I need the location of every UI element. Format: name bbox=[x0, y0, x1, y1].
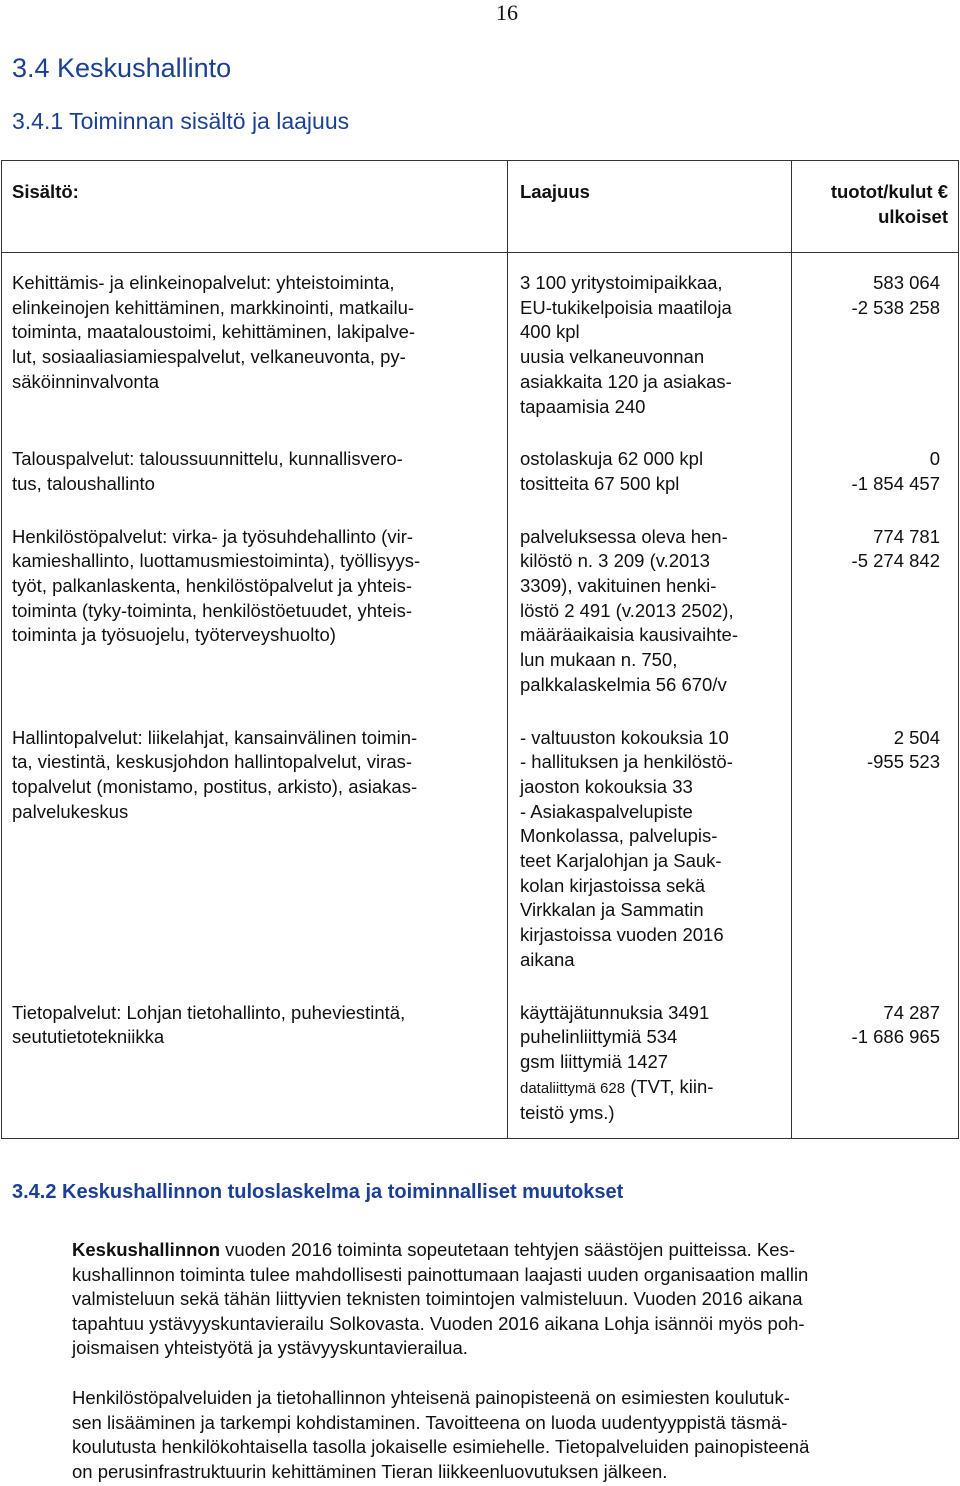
header-scope: Laajuus bbox=[508, 161, 792, 253]
content-cell bbox=[2, 985, 508, 1139]
scope-line: asiakkaita 120 ja asiakas- bbox=[520, 370, 732, 392]
header-content: Sisältö: bbox=[2, 161, 508, 253]
content-line: säköinninvalvonta bbox=[12, 370, 160, 392]
subsection2-title: 3.4.2 Keskushallinnon tuloslaskelma ja toiminnalliset muutokset bbox=[12, 1181, 624, 1203]
header-income-expense-line2: ulkoiset bbox=[878, 205, 948, 227]
scope-line: Monkolassa, palvelupis- bbox=[520, 825, 718, 847]
content-line: ta, viestintä, keskusjohdon hallintopalvelut, viras- bbox=[12, 751, 413, 773]
amount-cell bbox=[792, 710, 959, 985]
amount-cell bbox=[792, 509, 959, 710]
scope-cell bbox=[508, 710, 792, 985]
amount-cell bbox=[792, 985, 959, 1139]
scope-cell bbox=[508, 985, 792, 1139]
content-line: toiminta, maataloustoimi, kehittäminen, lakipalve- bbox=[12, 321, 416, 343]
scope-line: kirjastoissa vuoden 2016 bbox=[520, 924, 724, 946]
content-line: topalvelut (monistamo, postitus, arkisto), asiakas- bbox=[12, 775, 418, 797]
content-line: Tietopalvelut: Lohjan tietohallinto, puheviestintä, bbox=[12, 1001, 406, 1023]
content-line: lut, sosiaaliasiamiespalvelut, velkaneuvonta, py- bbox=[12, 346, 406, 368]
scope-line: uusia velkaneuvonnan bbox=[520, 346, 705, 368]
paragraph-1-line: joismaisen yhteistyötä ja ystävyyskuntavierailua. bbox=[72, 1337, 468, 1358]
header-income-expense bbox=[792, 161, 959, 253]
scope-line: käyttäjätunnuksia 3491 bbox=[520, 1001, 710, 1023]
content-cell bbox=[2, 253, 508, 432]
income-value: 774 781 bbox=[873, 525, 940, 547]
scope-line: gsm liittymiä 1427 bbox=[520, 1050, 669, 1072]
scope-line: 3309), vakituinen henki- bbox=[520, 575, 717, 597]
table-row bbox=[2, 985, 959, 1139]
scope-line: aikana bbox=[520, 948, 575, 970]
paragraph-2-line: Henkilöstöpalveluiden ja tietohallinnon yhteisenä painopisteenä on esimiesten koulutuk- bbox=[72, 1387, 790, 1408]
scope-line: kolan kirjastoissa sekä bbox=[520, 874, 706, 896]
scope-line-small: dataliittymä 628 bbox=[520, 1079, 626, 1097]
scope-line: - hallituksen ja henkilöstö- bbox=[520, 751, 733, 773]
table-row bbox=[2, 509, 959, 710]
scope-line: puhelinliittymiä 534 bbox=[520, 1026, 678, 1048]
income-value: 583 064 bbox=[873, 272, 940, 293]
content-line: Talouspalvelut: taloussuunnittelu, kunnallisvero- bbox=[12, 448, 403, 470]
amount-cell bbox=[792, 253, 959, 432]
amount-cell bbox=[792, 431, 959, 508]
content-line: tus, taloushallinto bbox=[12, 472, 155, 494]
scope-line: tositteita 67 500 kpl bbox=[520, 472, 680, 494]
section-title: 3.4 Keskushallinto bbox=[12, 53, 232, 83]
scope-line: määräaikaisia kausivaihte- bbox=[520, 624, 738, 646]
table-header-row bbox=[2, 161, 959, 253]
content-line: elinkeinojen kehittäminen, markkinointi, matkailu- bbox=[12, 296, 415, 318]
income-value: 0 bbox=[929, 448, 940, 470]
content-line: toiminta ja työsuojelu, työterveyshuolto) bbox=[12, 624, 336, 646]
scope-line: Virkkalan ja Sammatin bbox=[520, 899, 704, 921]
paragraph-1-line: valmisteluun sekä tähän liittyvien teknisten toimintojen valmisteluun. Vuoden 2016 aikana bbox=[72, 1288, 803, 1309]
content-line: kamieshallinto, luottamusmiestoiminta), työllisyys- bbox=[12, 550, 421, 572]
scope-line: palveluksessa oleva hen- bbox=[520, 525, 728, 547]
scope-cell bbox=[508, 253, 792, 432]
paragraph-1-line: kushallinnon toiminta tulee mahdollisesti painottumaan laajasti uuden organisaation mallin bbox=[72, 1263, 809, 1285]
scope-line: kilöstö n. 3 209 (v.2013 bbox=[520, 550, 710, 572]
scope-line: palkkalaskelmia 56 670/v bbox=[520, 673, 727, 695]
header-income-expense-line1: tuotot/kulut € bbox=[830, 181, 948, 202]
scope-line: 400 kpl bbox=[520, 321, 580, 343]
content-cell bbox=[2, 710, 508, 985]
paragraph-2-line: on perusinfrastruktuurin kehittäminen Tieran liikkeenluovutuksen jälkeen. bbox=[72, 1460, 668, 1482]
income-value: 2 504 bbox=[893, 726, 940, 748]
scope-line: EU-tukikelpoisia maatiloja bbox=[520, 296, 732, 318]
expense-value: -1 686 965 bbox=[851, 1026, 940, 1048]
scope-line: teet Karjalohjan ja Sauk- bbox=[520, 850, 722, 872]
scope-line: - Asiakaspalvelupiste bbox=[520, 800, 693, 822]
table-row bbox=[2, 710, 959, 985]
scope-line: - valtuuston kokouksia 10 bbox=[520, 726, 729, 748]
expense-value: -1 854 457 bbox=[851, 472, 940, 494]
content-line: Hallintopalvelut: liikelahjat, kansainvälinen toimin- bbox=[12, 726, 418, 748]
content-line: seututietotekniikka bbox=[12, 1026, 165, 1048]
expense-value: -2 538 258 bbox=[851, 296, 940, 318]
scope-line: 3 100 yritystoimipaikkaa, bbox=[520, 272, 723, 293]
scope-line-rest: (TVT, kiin- bbox=[625, 1075, 714, 1097]
scope-line: teistö yms.) bbox=[520, 1102, 615, 1124]
scope-cell bbox=[508, 509, 792, 710]
income-value: 74 287 bbox=[883, 1001, 940, 1023]
content-line: toiminta (tyky-toiminta, henkilöstöetuudet, yhteis- bbox=[12, 599, 412, 621]
paragraph-2-line: koulutusta henkilökohtaisella tasolla jokaiselle esimiehelle. Tietopalveluiden painopisteenä bbox=[72, 1436, 810, 1457]
expense-value: -955 523 bbox=[866, 751, 940, 773]
content-line: Henkilöstöpalvelut: virka- ja työsuhdehallinto (vir- bbox=[12, 525, 414, 547]
expense-value: -5 274 842 bbox=[851, 550, 940, 572]
paragraph-1 bbox=[72, 1238, 952, 1361]
content-scope-table bbox=[1, 160, 959, 1139]
scope-line: jaoston kokouksia 33 bbox=[520, 775, 693, 797]
paragraph-1-line: vuoden 2016 toiminta sopeutetaan tehtyjen säästöjen puitteissa. Kes- bbox=[220, 1239, 795, 1260]
content-cell bbox=[2, 431, 508, 508]
scope-line: lun mukaan n. 750, bbox=[520, 649, 678, 671]
content-line: palvelukeskus bbox=[12, 800, 129, 822]
table-row bbox=[2, 431, 959, 508]
scope-line bbox=[520, 1075, 783, 1102]
scope-line: tapaamisia 240 bbox=[520, 395, 646, 417]
scope-line: ostolaskuja 62 000 kpl bbox=[520, 448, 704, 470]
subsection-title: 3.4.1 Toiminnan sisältö ja laajuus bbox=[12, 108, 350, 134]
page-number: 16 bbox=[496, 0, 518, 25]
content-line: työt, palkanlaskenta, henkilöstöpalvelut ja yhteis- bbox=[12, 575, 413, 597]
table-row bbox=[2, 253, 959, 432]
paragraph-1-bold-lead: Keskushallinnon bbox=[72, 1239, 221, 1260]
paragraph-2-line: sen lisääminen ja tarkempi kohdistaminen. Tavoitteena on luoda uudentyyppistä täsmä- bbox=[72, 1411, 788, 1433]
scope-cell bbox=[508, 431, 792, 508]
content-line: Kehittämis- ja elinkeinopalvelut: yhteistoiminta, bbox=[12, 272, 395, 293]
paragraph-1-line: tapahtuu ystävyyskuntavierailu Solkovasta. Vuoden 2016 aikana Lohja isännöi myös poh- bbox=[72, 1312, 805, 1334]
paragraph-2 bbox=[72, 1386, 952, 1484]
content-cell bbox=[2, 509, 508, 710]
scope-line: löstö 2 491 (v.2013 2502), bbox=[520, 599, 734, 621]
